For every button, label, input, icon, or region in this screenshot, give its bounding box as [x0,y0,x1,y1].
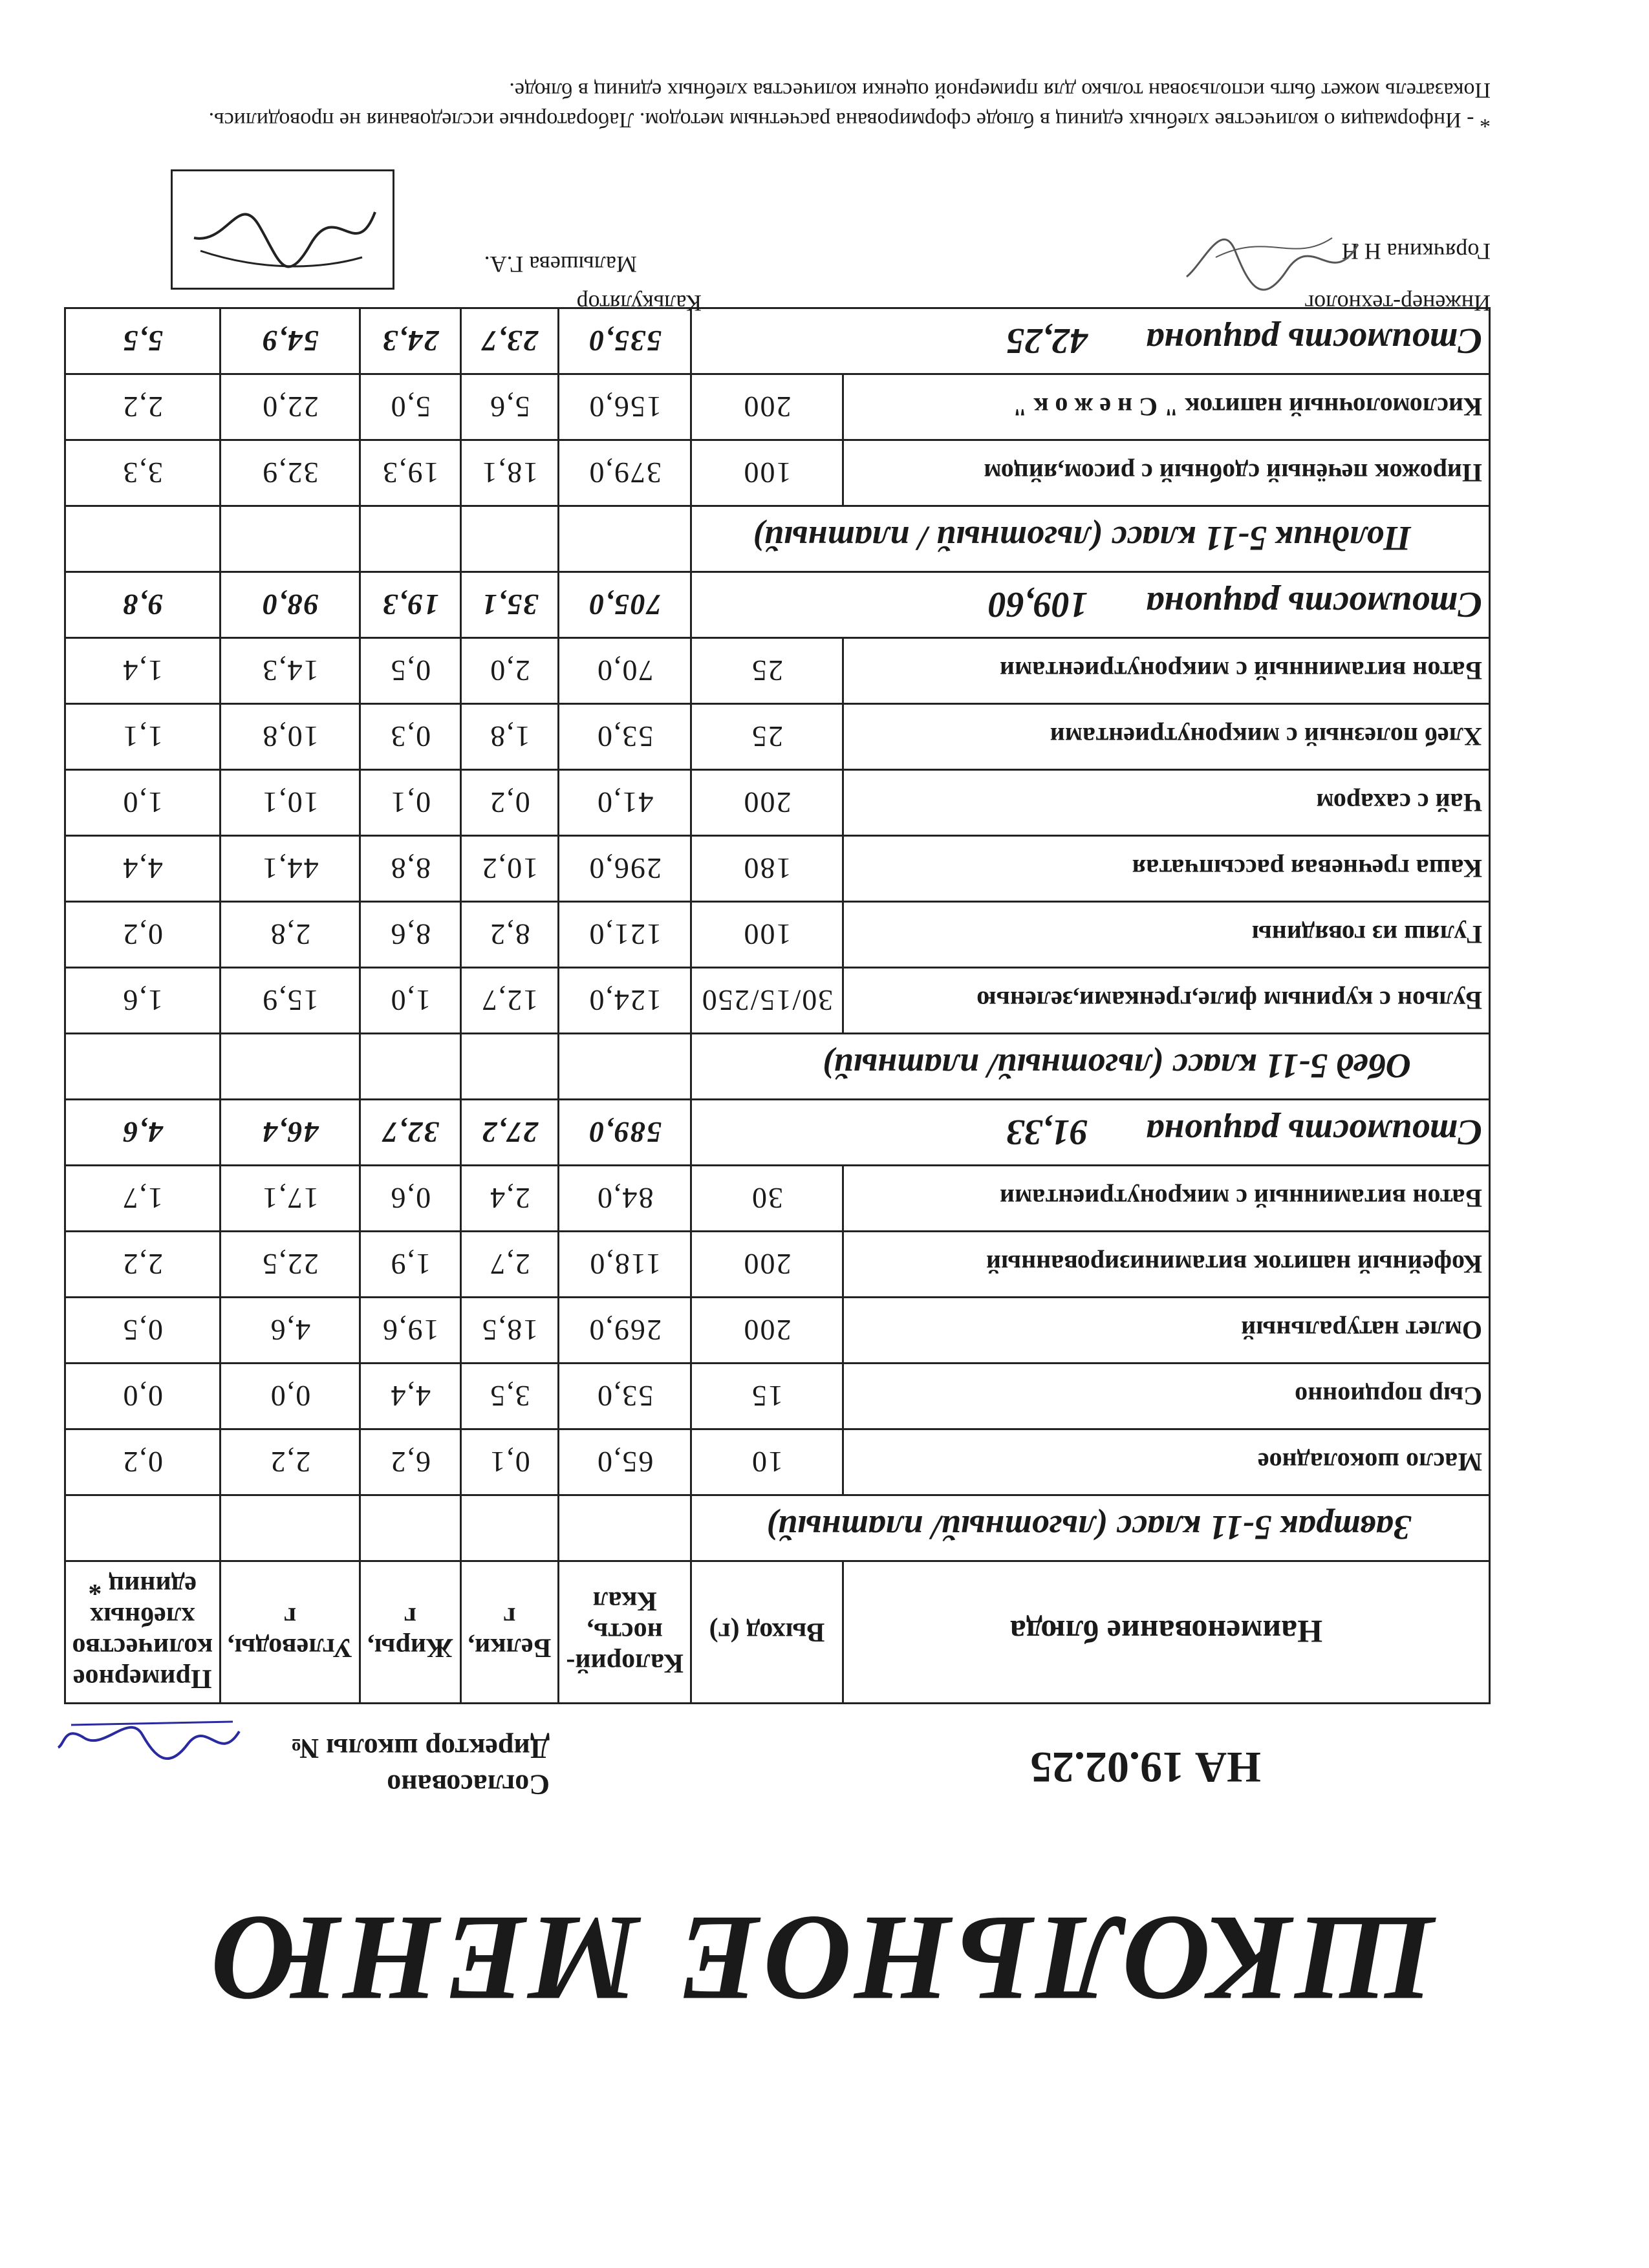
table-header-row [65,1561,1489,1704]
page-title: ШКОЛЬНОЕ МЕНЮ [207,1890,1436,2026]
table-body [65,308,1489,1561]
bread-units-cell: 1,0 [65,770,220,836]
kcal-cell: 53,0 [559,704,691,770]
total-row [65,572,1489,638]
kcal-cell: 121,0 [559,902,691,968]
output-cell: 15 [691,1364,843,1429]
table-row [65,704,1489,770]
empty-cell [460,1034,559,1100]
output-cell: 200 [691,1298,843,1364]
table-row [65,968,1489,1034]
empty-cell [360,506,460,572]
menu-date: НА 19.02.25 [1030,1743,1261,1792]
dish-name: Каша гречневая рассыпчатая [843,836,1490,902]
bread-units-note: * - Информация о количестве хлебных единиц в блюде сформирована расчетным методом. Лабораторные исследования не проводились. Показатель может быть использован только для примерной оценки количества хлебных единиц в блюде. [208,78,1491,132]
bread-units-cell: 1,4 [65,638,220,704]
dish-name: Омлет натуральный [843,1298,1490,1364]
header-kcal: Калорий-ность, Ккал [559,1561,691,1704]
total-label [691,308,1490,374]
carbs-cell: 46,4 [220,1100,360,1166]
fat-cell: 19,3 [360,572,460,638]
protein-cell: 23,7 [460,308,559,374]
total-label-text: Стоимость рациона [1146,584,1482,625]
output-cell: 25 [691,704,843,770]
protein-cell: 10,2 [460,836,559,902]
bread-units-cell: 0,5 [65,1298,220,1364]
output-cell: 30 [691,1166,843,1232]
header-output: Выход (г) [691,1561,843,1704]
fat-cell: 0,1 [360,770,460,836]
protein-cell: 1,8 [460,704,559,770]
bread-units-cell: 2,2 [65,374,220,440]
output-cell: 200 [691,1232,843,1298]
fat-cell: 6,2 [360,1429,460,1495]
approval-handwriting [52,1712,246,1770]
output-cell: 200 [691,374,843,440]
output-cell: 25 [691,638,843,704]
protein-cell: 2,0 [460,638,559,704]
empty-cell [65,1495,220,1561]
protein-cell: 0,2 [460,770,559,836]
kcal-cell: 41,0 [559,770,691,836]
header-bread-units: Примерное количество хлебных единиц * [65,1561,220,1704]
header-carbs: Углеводы, г [220,1561,360,1704]
protein-cell: 12,7 [460,968,559,1034]
bread-units-cell: 5,5 [65,308,220,374]
section-title: Полдник 5-11 класс (льготный / платный) [691,506,1490,572]
dish-name: Хлеб полезный с микронутриентами [843,704,1490,770]
kcal-cell: 84,0 [559,1166,691,1232]
table-row [65,1364,1489,1429]
fat-cell: 8,6 [360,902,460,968]
carbs-cell: 2,8 [220,902,360,968]
empty-cell [460,1495,559,1561]
table-row [65,440,1489,506]
bread-units-cell: 0,2 [65,1429,220,1495]
calculator-signature [181,180,388,283]
output-cell: 200 [691,770,843,836]
section-title: Завтрак 5-11 класс (льготный/ платный) [691,1495,1490,1561]
section-row [65,506,1489,572]
kcal-cell: 124,0 [559,968,691,1034]
bread-units-cell: 0,0 [65,1364,220,1429]
fat-cell: 0,5 [360,638,460,704]
fat-cell: 0,3 [360,704,460,770]
approval-block [213,1730,550,1803]
section-title: Обед 5-11 класс (льготный/ платный) [691,1034,1490,1100]
carbs-cell: 17,1 [220,1166,360,1232]
dish-name: Батон витаминный с микронутриентами [843,1166,1490,1232]
carbs-cell: 32,9 [220,440,360,506]
output-cell: 30/15/250 [691,968,843,1034]
approval-label: Согласовано [387,1769,550,1801]
empty-cell [360,1495,460,1561]
total-row [65,308,1489,374]
carbs-cell: 44,1 [220,836,360,902]
carbs-cell: 15,9 [220,968,360,1034]
protein-cell: 18,1 [460,440,559,506]
bread-units-cell: 9,8 [65,572,220,638]
empty-cell [559,1034,691,1100]
protein-cell: 3,5 [460,1364,559,1429]
total-label [691,572,1490,638]
protein-cell: 27,2 [460,1100,559,1166]
carbs-cell: 22,0 [220,374,360,440]
protein-cell: 2,7 [460,1232,559,1298]
bread-units-cell: 4,4 [65,836,220,902]
table-row [65,1429,1489,1495]
fat-cell: 5,0 [360,374,460,440]
dish-name: Кофейный напиток витаминизированный [843,1232,1490,1298]
fat-cell: 8,8 [360,836,460,902]
ration-price: 91,33 [1006,1112,1088,1153]
calculator-name: Малышева Г.А. [484,251,637,277]
kcal-cell: 269,0 [559,1298,691,1364]
empty-cell [220,1495,360,1561]
kcal-cell: 705,0 [559,572,691,638]
dish-name: Масло шоколадное [843,1429,1490,1495]
table-row [65,374,1489,440]
carbs-cell: 10,1 [220,770,360,836]
ration-price: 42,25 [1006,321,1088,361]
dish-name: Кисломолочный напиток " С н е ж о к " [843,374,1490,440]
section-row [65,1495,1489,1561]
section-row [65,1034,1489,1100]
dish-name: Пирожок печёный сдобный с рисом,яйцом [843,440,1490,506]
kcal-cell: 53,0 [559,1364,691,1429]
dish-name: Батон витаминный с микронутриентами [843,638,1490,704]
bread-units-cell: 1,7 [65,1166,220,1232]
kcal-cell: 70,0 [559,638,691,704]
total-label [691,1100,1490,1166]
empty-cell [65,506,220,572]
header-name: Наименование блюда [843,1561,1490,1704]
output-cell: 10 [691,1429,843,1495]
kcal-cell: 156,0 [559,374,691,440]
fat-cell: 19,6 [360,1298,460,1364]
carbs-cell: 4,6 [220,1298,360,1364]
ration-price: 109,60 [988,584,1088,625]
engineer-title: Инженер-технолог [1304,290,1491,316]
menu-table [64,307,1491,1704]
total-label-text: Стоимость рациона [1146,1112,1482,1153]
bread-units-cell: 4,6 [65,1100,220,1166]
empty-cell [360,1034,460,1100]
empty-cell [559,506,691,572]
kcal-cell: 118,0 [559,1232,691,1298]
header-fat: Жиры, г [360,1561,460,1704]
fat-cell: 24,3 [360,308,460,374]
carbs-cell: 54,9 [220,308,360,374]
fat-cell: 32,7 [360,1100,460,1166]
bread-units-cell: 3,3 [65,440,220,506]
output-cell: 100 [691,440,843,506]
kcal-cell: 535,0 [559,308,691,374]
total-label-text: Стоимость рациона [1146,321,1482,361]
bread-units-cell: 0,2 [65,902,220,968]
dish-name: Чай с сахаром [843,770,1490,836]
carbs-cell: 10,8 [220,704,360,770]
protein-cell: 35,1 [460,572,559,638]
dish-name: Гуляш из говядины [843,902,1490,968]
empty-cell [220,1034,360,1100]
engineer-name: Горячкина Н Н [1341,239,1491,264]
header-protein: Белки, г [460,1561,559,1704]
fat-cell: 19,3 [360,440,460,506]
output-cell: 100 [691,902,843,968]
carbs-cell: 22,5 [220,1232,360,1298]
kcal-cell: 296,0 [559,836,691,902]
protein-cell: 0,1 [460,1429,559,1495]
table-row [65,1166,1489,1232]
fat-cell: 0,6 [360,1166,460,1232]
kcal-cell: 589,0 [559,1100,691,1166]
protein-cell: 5,6 [460,374,559,440]
fat-cell: 4,4 [360,1364,460,1429]
table-row [65,770,1489,836]
output-cell: 180 [691,836,843,902]
empty-cell [220,506,360,572]
carbs-cell: 2,2 [220,1429,360,1495]
protein-cell: 2,4 [460,1166,559,1232]
kcal-cell: 65,0 [559,1429,691,1495]
protein-cell: 8,2 [460,902,559,968]
table-row [65,1232,1489,1298]
fat-cell: 1,9 [360,1232,460,1298]
bread-units-cell: 2,2 [65,1232,220,1298]
fat-cell: 1,0 [360,968,460,1034]
carbs-cell: 98,0 [220,572,360,638]
empty-cell [65,1034,220,1100]
bread-units-cell: 1,6 [65,968,220,1034]
approval-director: Директор школы № [290,1733,550,1764]
empty-cell [559,1495,691,1561]
engineer-signature [1177,219,1371,303]
table-row [65,638,1489,704]
carbs-cell: 14,3 [220,638,360,704]
empty-cell [460,506,559,572]
bread-units-cell: 1,1 [65,704,220,770]
carbs-cell: 0,0 [220,1364,360,1429]
table-row [65,1298,1489,1364]
protein-cell: 18,5 [460,1298,559,1364]
table-row [65,836,1489,902]
calculator-title: Калькулятор [576,290,702,316]
table-row [65,902,1489,968]
kcal-cell: 379,0 [559,440,691,506]
total-row [65,1100,1489,1166]
dish-name: Бульон с куриным филе,гренками,зеленью [843,968,1490,1034]
dish-name: Сыр порционно [843,1364,1490,1429]
